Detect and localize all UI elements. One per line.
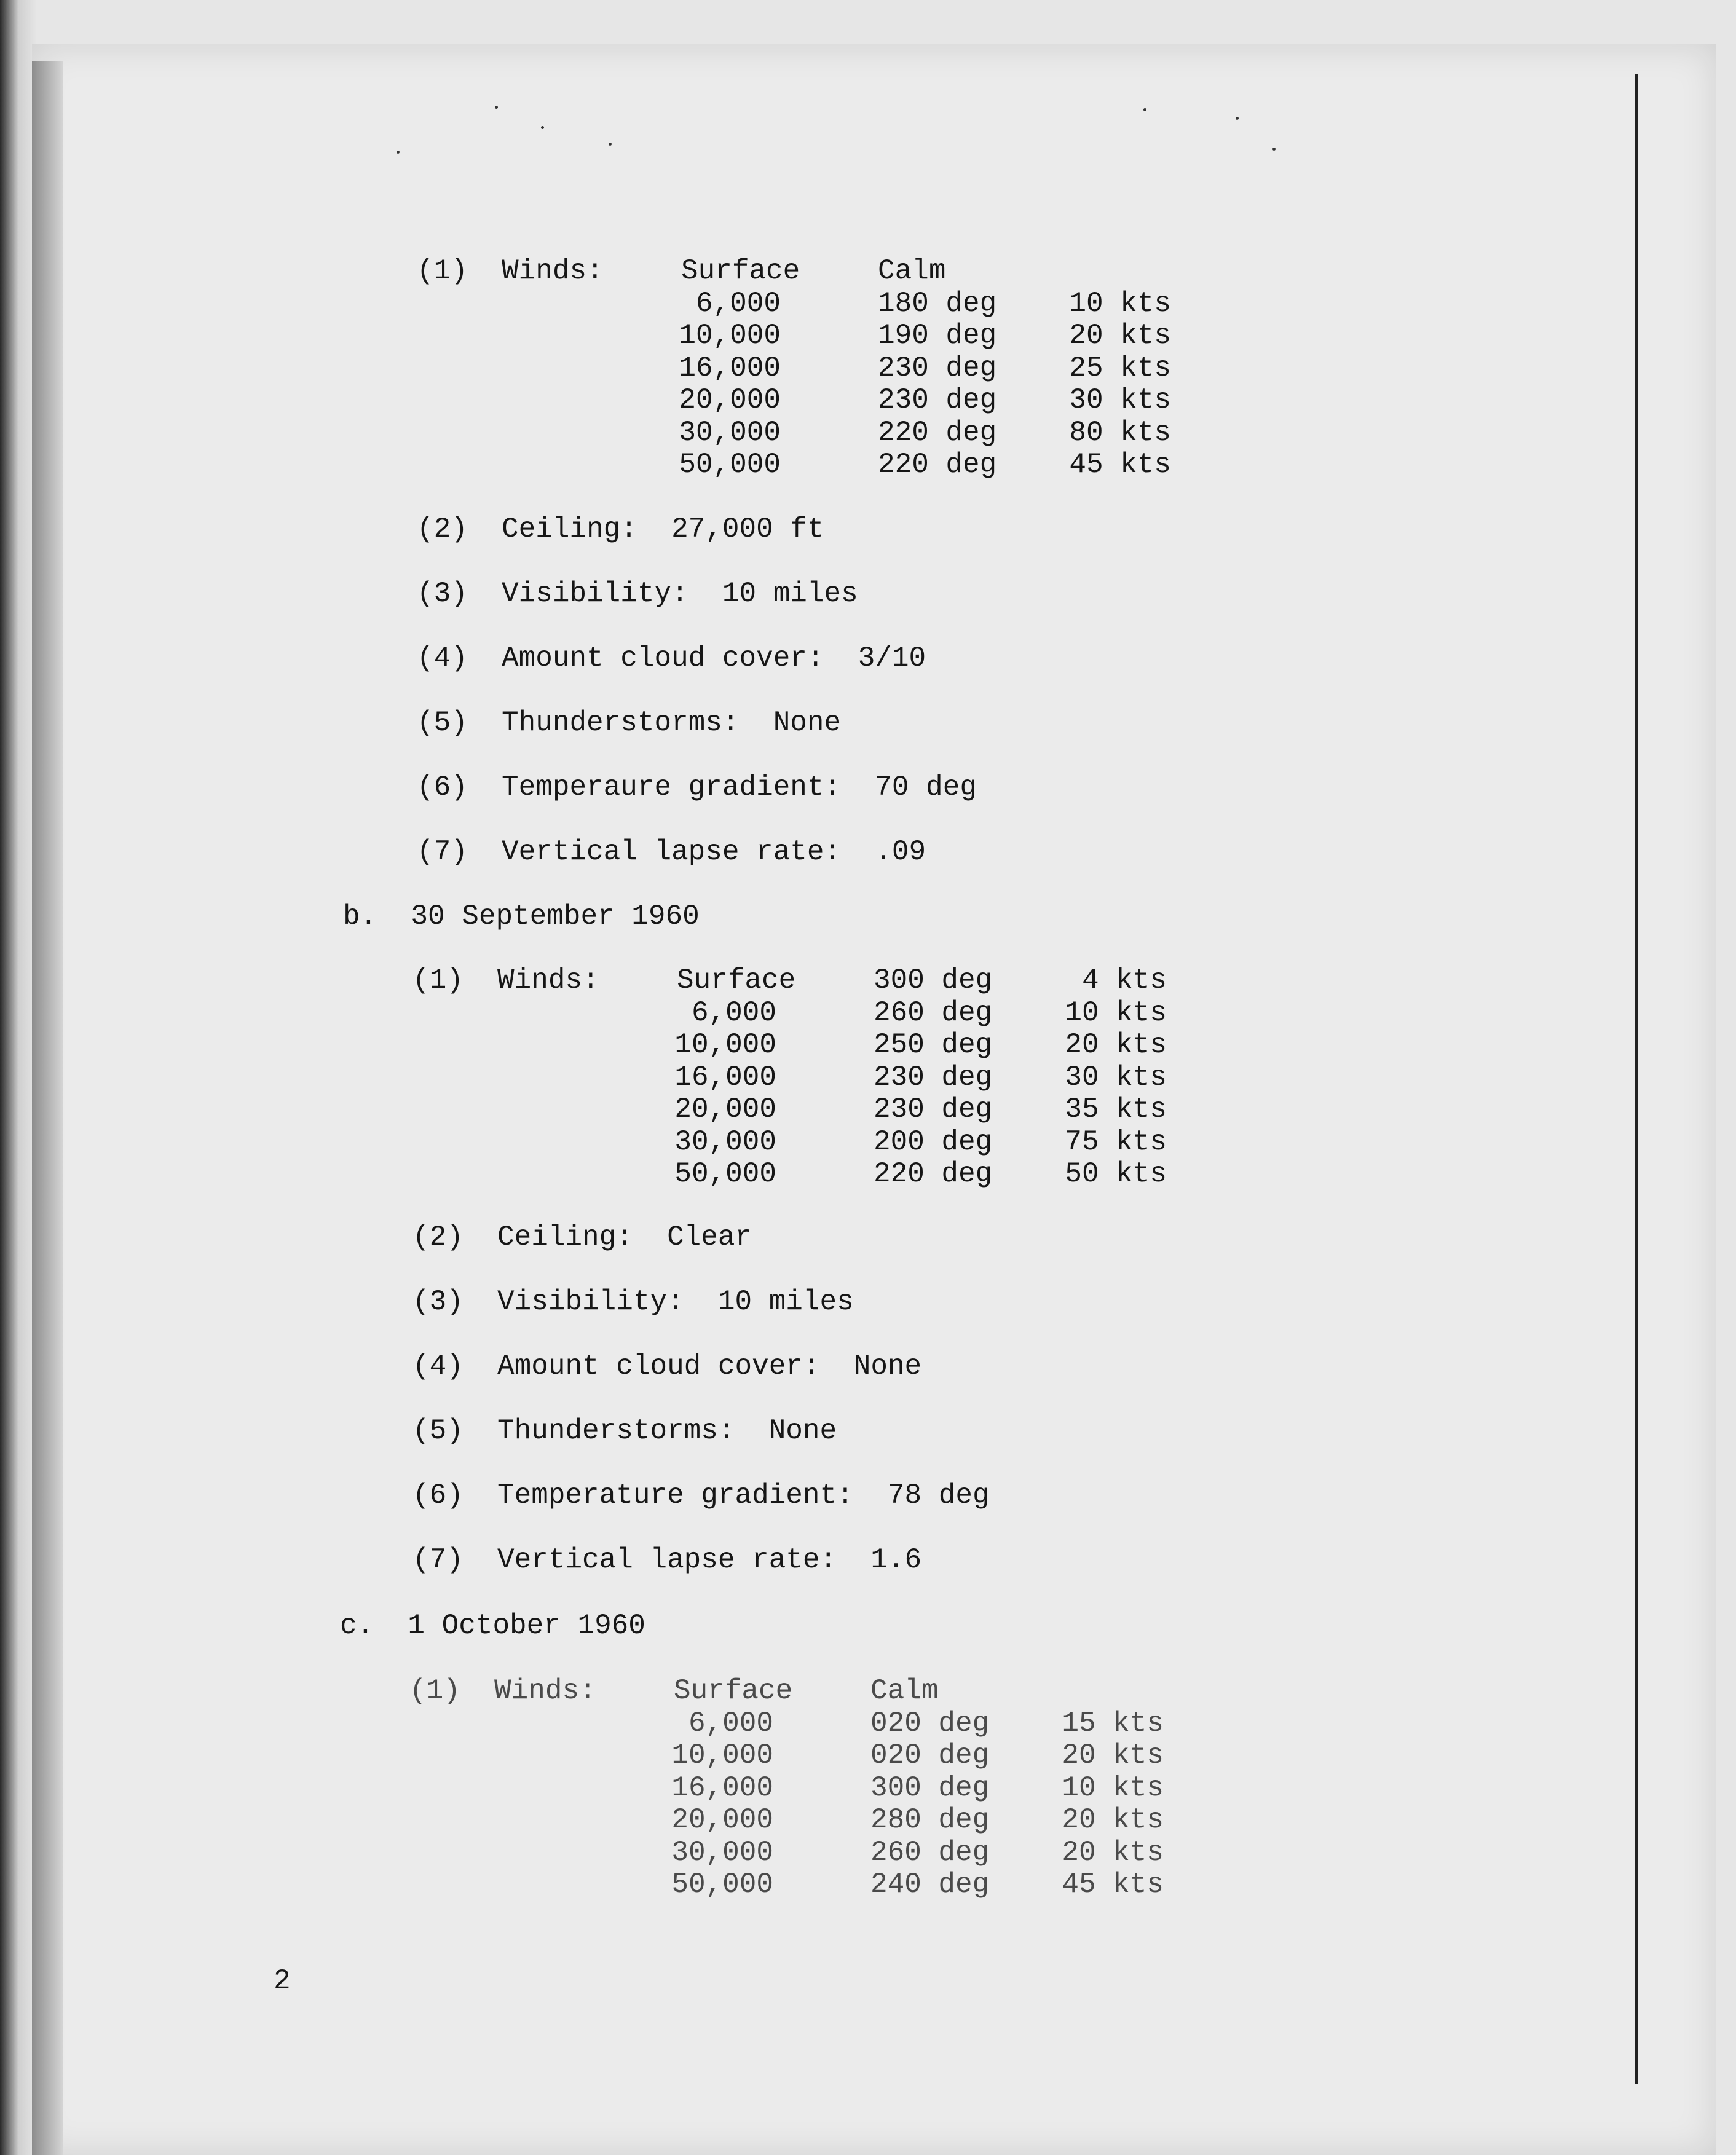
wind-speed: 10 kts (1069, 287, 1171, 320)
winds-label: (1) Winds: (412, 964, 599, 996)
wind-speed: 20 kts (1062, 1804, 1164, 1836)
weather-item: (2) Ceiling: Clear (412, 1221, 752, 1253)
wind-direction: 300 deg (874, 964, 993, 996)
wind-direction: 230 deg (878, 384, 997, 416)
scan-speck (495, 106, 498, 109)
wind-direction: 280 deg (870, 1804, 990, 1836)
wind-speed: 30 kts (1065, 1061, 1167, 1093)
wind-speed: 20 kts (1062, 1739, 1164, 1771)
weather-item: (2) Ceiling: 27,000 ft (417, 513, 824, 545)
wind-speed: 30 kts (1069, 384, 1171, 416)
weather-item: (4) Amount cloud cover: None (412, 1350, 922, 1382)
wind-speed: 75 kts (1065, 1125, 1167, 1158)
wind-speed: 15 kts (1062, 1707, 1164, 1739)
wind-direction: 250 deg (874, 1029, 993, 1061)
wind-direction: 020 deg (870, 1739, 990, 1771)
winds-label: (1) Winds: (409, 1675, 596, 1707)
wind-direction: Calm (878, 255, 946, 287)
wind-altitude: Surface (674, 1675, 793, 1707)
wind-altitude: 20,000 (674, 1093, 776, 1125)
wind-speed: 20 kts (1062, 1836, 1164, 1869)
wind-altitude: 6,000 (688, 1707, 773, 1739)
scan-speck (1272, 148, 1276, 151)
weather-item: (5) Thunderstorms: None (412, 1415, 837, 1447)
wind-altitude: Surface (677, 964, 796, 996)
wind-altitude: 16,000 (679, 352, 781, 384)
wind-direction: 220 deg (874, 1158, 993, 1190)
winds-label: (1) Winds: (417, 255, 604, 287)
weather-item: (6) Temperature gradient: 78 deg (412, 1479, 990, 1511)
wind-direction: 220 deg (878, 416, 997, 449)
wind-altitude: 50,000 (674, 1158, 776, 1190)
weather-item: (3) Visibility: 10 miles (417, 578, 858, 610)
wind-speed: 50 kts (1065, 1158, 1167, 1190)
page-left-shadow (32, 61, 63, 2155)
wind-direction: 190 deg (878, 320, 997, 352)
wind-speed: 45 kts (1069, 449, 1171, 481)
weather-item: (3) Visibility: 10 miles (412, 1286, 854, 1318)
wind-direction: 020 deg (870, 1707, 990, 1739)
wind-altitude: 6,000 (691, 996, 776, 1029)
wind-speed: 4 kts (1081, 964, 1167, 996)
weather-item: (7) Vertical lapse rate: 1.6 (412, 1544, 922, 1576)
page-right-edge (1635, 74, 1638, 2084)
wind-speed: 10 kts (1062, 1771, 1164, 1804)
weather-item: (7) Vertical lapse rate: .09 (417, 836, 926, 868)
section-label: c. 1 October 1960 (340, 1610, 645, 1642)
wind-altitude: 10,000 (674, 1029, 776, 1061)
wind-speed: 80 kts (1069, 416, 1171, 449)
wind-altitude: 16,000 (671, 1771, 773, 1804)
wind-direction: 230 deg (874, 1061, 993, 1093)
scan-speck (1143, 108, 1146, 111)
wind-direction: Calm (870, 1675, 939, 1707)
wind-direction: 300 deg (870, 1771, 990, 1804)
wind-direction: 180 deg (878, 287, 997, 320)
wind-altitude: 6,000 (695, 287, 781, 320)
scan-speck (609, 143, 612, 146)
wind-speed: 20 kts (1069, 320, 1171, 352)
wind-direction: 230 deg (878, 352, 997, 384)
scan-speck (1236, 117, 1239, 120)
wind-direction: 240 deg (870, 1869, 990, 1901)
wind-altitude: Surface (681, 255, 800, 287)
wind-direction: 200 deg (874, 1125, 993, 1158)
wind-altitude: 16,000 (674, 1061, 776, 1093)
wind-altitude: 30,000 (671, 1836, 773, 1869)
weather-item: (5) Thunderstorms: None (417, 707, 842, 739)
wind-altitude: 30,000 (674, 1125, 776, 1158)
wind-direction: 220 deg (878, 449, 997, 481)
wind-altitude: 30,000 (679, 416, 781, 449)
weather-item: (4) Amount cloud cover: 3/10 (417, 642, 926, 674)
scan-speck (541, 126, 544, 129)
weather-item: (6) Temperaure gradient: 70 deg (417, 771, 977, 803)
wind-altitude: 20,000 (671, 1804, 773, 1836)
wind-speed: 10 kts (1065, 996, 1167, 1029)
wind-speed: 25 kts (1069, 352, 1171, 384)
wind-altitude: 50,000 (679, 449, 781, 481)
scan-speck (397, 151, 400, 154)
wind-speed: 35 kts (1065, 1093, 1167, 1125)
page-number: 2 (274, 1965, 291, 1997)
wind-speed: 45 kts (1062, 1869, 1164, 1901)
wind-altitude: 50,000 (671, 1869, 773, 1901)
wind-direction: 260 deg (870, 1836, 990, 1869)
wind-altitude: 10,000 (679, 320, 781, 352)
wind-altitude: 10,000 (671, 1739, 773, 1771)
wind-direction: 260 deg (874, 996, 993, 1029)
wind-altitude: 20,000 (679, 384, 781, 416)
wind-direction: 230 deg (874, 1093, 993, 1125)
section-label: b. 30 September 1960 (343, 900, 700, 932)
wind-speed: 20 kts (1065, 1029, 1167, 1061)
